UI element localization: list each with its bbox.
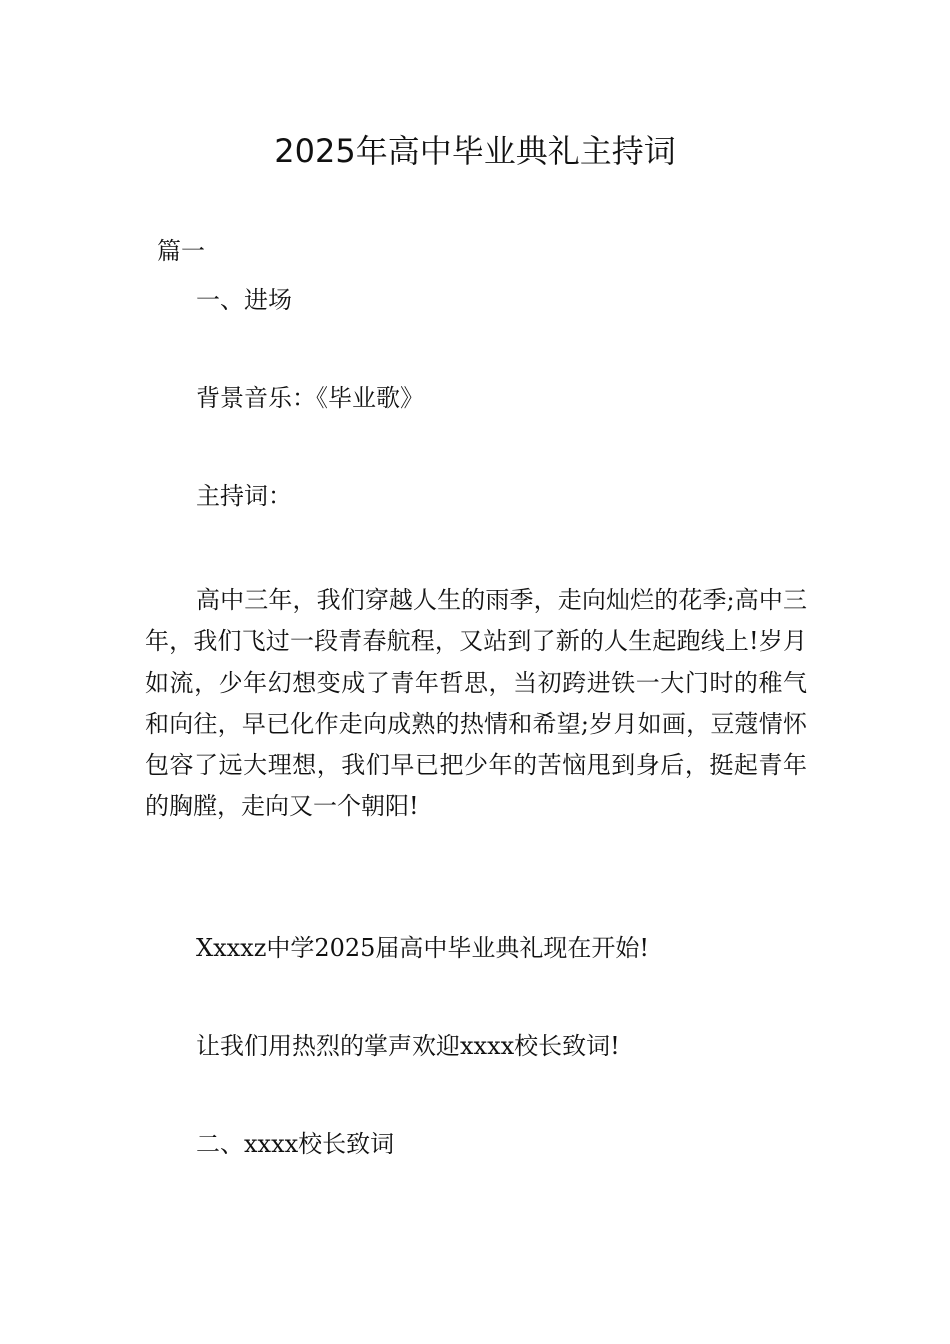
heading-entrance: 一、进场 [196, 286, 292, 314]
welcome-line: 让我们用热烈的掌声欢迎xxxx校长致词! [196, 1032, 620, 1060]
opening-line: Xxxxz中学2025届高中毕业典礼现在开始! [196, 934, 650, 962]
heading-principal-speech: 二、xxxx校长致词 [196, 1130, 395, 1158]
background-music-line: 背景音乐：《毕业歌》 [196, 384, 424, 412]
document-title: 2025年高中毕业典礼主持词 [274, 132, 676, 170]
host-label: 主持词： [196, 482, 292, 510]
section-label: 篇一 [157, 237, 205, 265]
host-speech-paragraph: 高中三年，我们穿越人生的雨季，走向灿烂的花季;高中三年，我们飞过一段青春航程，又站到了新的人生起跑线上!岁月如流，少年幻想变成了青年哲思，当初跨进铁一大门时的稚气和向往，早已化作走向成熟的热情和希望;岁月如画，豆蔻情怀包容了远大理想，我们早已把少年的苦恼甩到身后，挺起青年的胸膛，走向又一个朝阳! [145, 586, 807, 821]
